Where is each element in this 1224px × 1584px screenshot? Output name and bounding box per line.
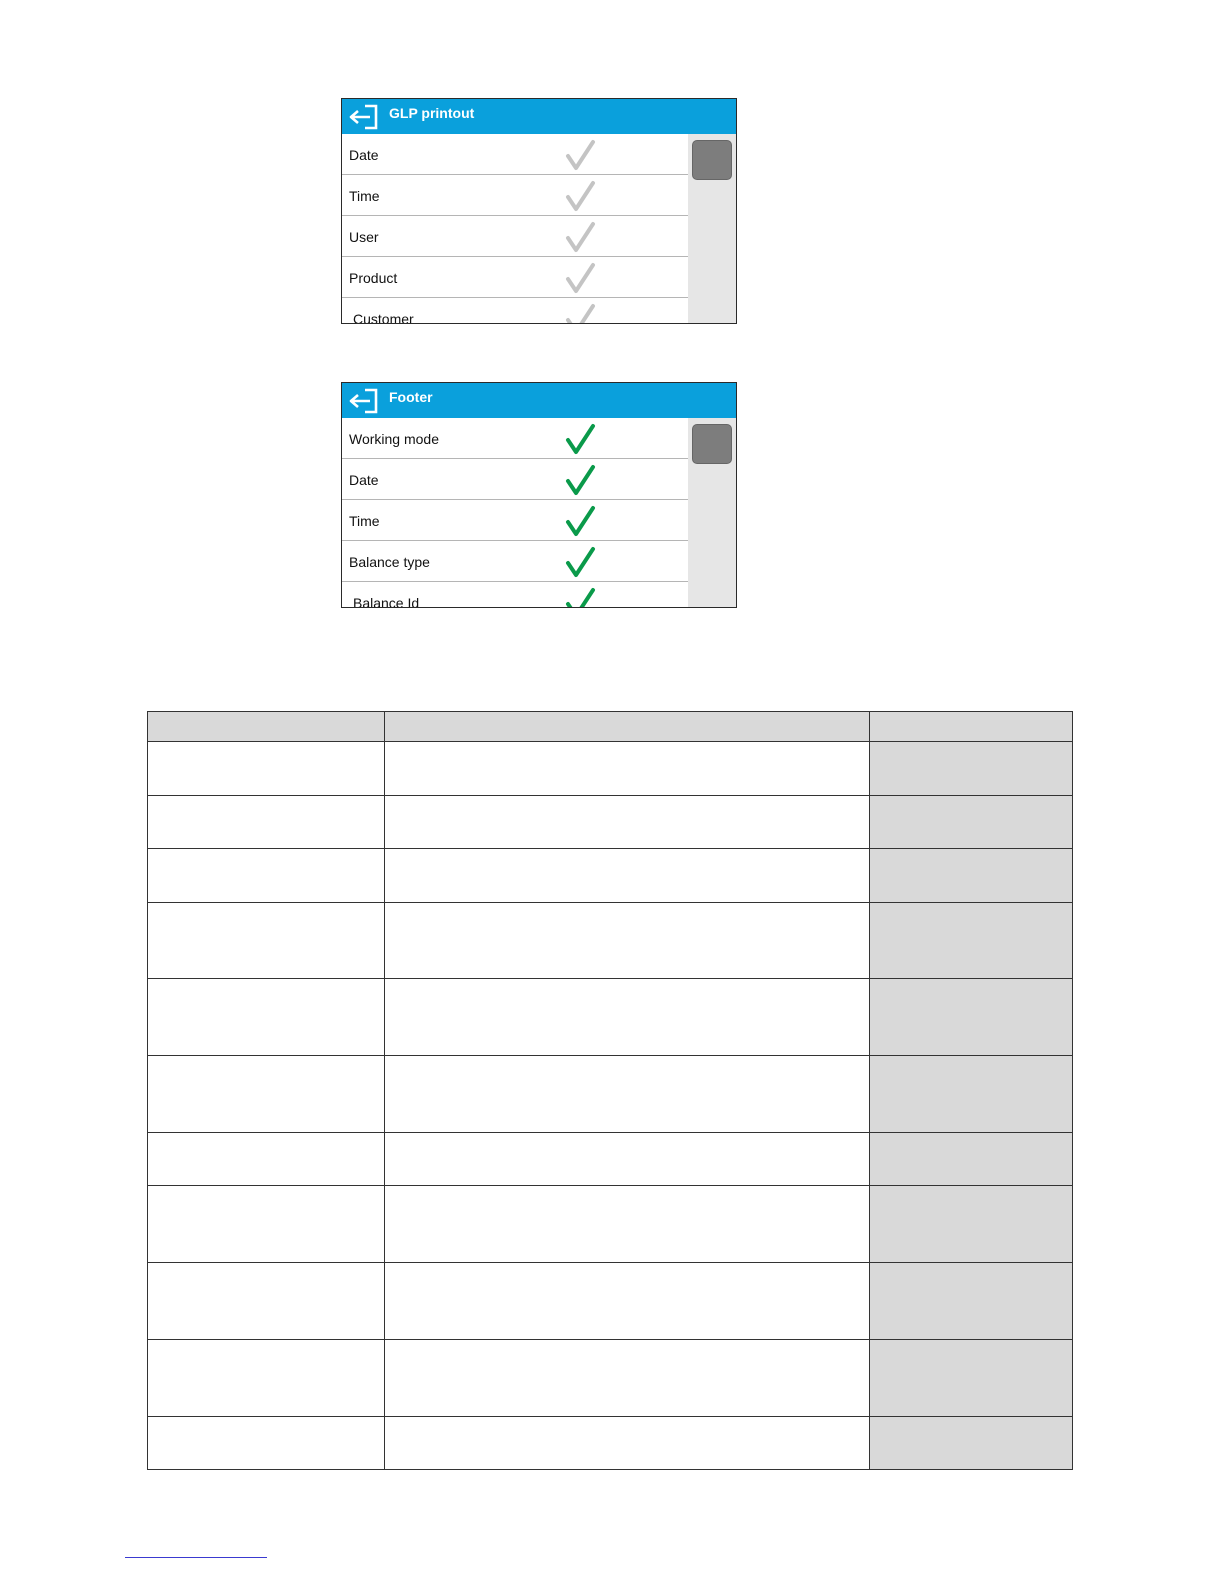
table-cell bbox=[385, 849, 870, 903]
check-icon bbox=[564, 505, 598, 537]
table-cell bbox=[148, 979, 385, 1056]
table-cell bbox=[870, 1133, 1073, 1186]
footer-screen bbox=[341, 382, 737, 608]
settings-list bbox=[342, 418, 689, 607]
screen-title: GLP printout bbox=[389, 105, 475, 121]
check-icon bbox=[564, 464, 598, 496]
table-cell bbox=[870, 1417, 1073, 1470]
table-cell bbox=[870, 1056, 1073, 1133]
table-row bbox=[148, 796, 1073, 849]
check-icon bbox=[564, 180, 598, 212]
list-item-balance-type[interactable] bbox=[342, 541, 688, 582]
settings-list bbox=[342, 134, 689, 323]
table-row bbox=[148, 979, 1073, 1056]
table-row bbox=[148, 903, 1073, 979]
table-cell bbox=[385, 1263, 870, 1340]
table-cell bbox=[148, 1263, 385, 1340]
table-cell bbox=[870, 1340, 1073, 1417]
table-row bbox=[148, 1186, 1073, 1263]
table-cell bbox=[385, 1186, 870, 1263]
check-icon bbox=[564, 423, 598, 455]
table-cell bbox=[870, 742, 1073, 796]
scrollbar-thumb[interactable] bbox=[692, 424, 732, 464]
table-cell bbox=[148, 1056, 385, 1133]
table-header-cell bbox=[148, 712, 385, 742]
table-cell bbox=[148, 1133, 385, 1186]
check-icon bbox=[564, 139, 598, 171]
table-header-row bbox=[148, 712, 1073, 742]
table-header-cell bbox=[385, 712, 870, 742]
scrollbar-thumb[interactable] bbox=[692, 140, 732, 180]
list-item-time[interactable] bbox=[342, 175, 688, 216]
check-icon bbox=[564, 587, 598, 608]
list-item-date[interactable] bbox=[342, 459, 688, 500]
check-icon bbox=[564, 221, 598, 253]
table-cell bbox=[148, 903, 385, 979]
table-cell bbox=[148, 742, 385, 796]
table-cell bbox=[385, 1133, 870, 1186]
table-cell bbox=[385, 796, 870, 849]
table-cell bbox=[870, 979, 1073, 1056]
table-cell bbox=[385, 1340, 870, 1417]
table-row bbox=[148, 1340, 1073, 1417]
scrollbar[interactable] bbox=[688, 418, 736, 607]
list-item-label: Customer bbox=[353, 311, 414, 324]
back-arrow-icon[interactable] bbox=[346, 386, 380, 416]
table-row bbox=[148, 1263, 1073, 1340]
table-cell bbox=[148, 1417, 385, 1470]
scrollbar[interactable] bbox=[688, 134, 736, 323]
list-item-label: Time bbox=[349, 188, 380, 204]
list-item-label: Date bbox=[349, 472, 379, 488]
table-cell bbox=[870, 796, 1073, 849]
back-arrow-icon[interactable] bbox=[346, 102, 380, 132]
table-cell bbox=[385, 1417, 870, 1470]
list-item-customer[interactable] bbox=[342, 298, 688, 324]
check-icon bbox=[564, 262, 598, 294]
table-header-cell bbox=[870, 712, 1073, 742]
table-cell bbox=[870, 849, 1073, 903]
table-row bbox=[148, 849, 1073, 903]
screen-header bbox=[342, 99, 736, 134]
table-cell bbox=[148, 1186, 385, 1263]
list-item-label: Balance Id bbox=[353, 595, 420, 608]
list-item-label: Working mode bbox=[349, 431, 440, 447]
table-cell bbox=[385, 979, 870, 1056]
table-cell bbox=[870, 1186, 1073, 1263]
table-cell bbox=[385, 742, 870, 796]
list-item-label: Date bbox=[349, 147, 379, 163]
screen-header bbox=[342, 383, 736, 418]
list-item-label: Time bbox=[349, 513, 380, 529]
list-item-working-mode[interactable] bbox=[342, 418, 688, 459]
list-item-label: Product bbox=[349, 270, 398, 286]
table-cell bbox=[148, 849, 385, 903]
table-cell bbox=[870, 903, 1073, 979]
table-cell bbox=[385, 1056, 870, 1133]
table-row bbox=[148, 742, 1073, 796]
list-item-label: User bbox=[349, 229, 379, 245]
table-row bbox=[148, 1133, 1073, 1186]
table-row bbox=[148, 1056, 1073, 1133]
list-item-user[interactable] bbox=[342, 216, 688, 257]
list-item-balance-id[interactable] bbox=[342, 582, 688, 608]
table-cell bbox=[870, 1263, 1073, 1340]
list-item-label: Balance type bbox=[349, 554, 430, 570]
check-icon bbox=[564, 303, 598, 324]
screen-title: Footer bbox=[389, 389, 433, 405]
parameter-table bbox=[147, 711, 1073, 1470]
list-item-date[interactable] bbox=[342, 134, 688, 175]
table-row bbox=[148, 1417, 1073, 1470]
glp-printout-screen bbox=[341, 98, 737, 324]
table-cell bbox=[385, 903, 870, 979]
table-cell bbox=[148, 796, 385, 849]
check-icon bbox=[564, 546, 598, 578]
list-item-time[interactable] bbox=[342, 500, 688, 541]
footer-link-underline[interactable] bbox=[125, 1557, 267, 1558]
list-item-product[interactable] bbox=[342, 257, 688, 298]
table-cell bbox=[148, 1340, 385, 1417]
